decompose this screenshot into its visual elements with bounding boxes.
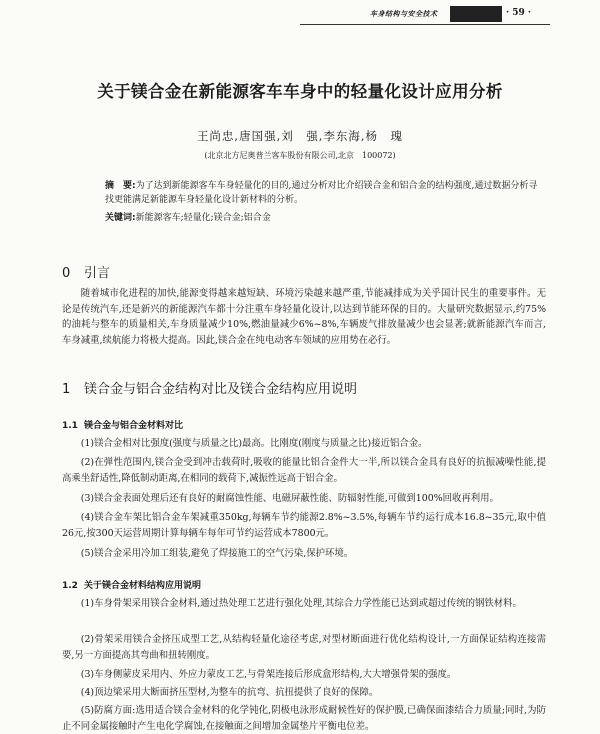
list-paragraph: (2)骨架采用镁合金挤压成型工艺,从结构轻量化途径考虑,对型材断面进行优化结构设计,一方面保证结构连接需要,另一方面提高其弯曲和扭转刚度。	[62, 634, 546, 661]
keywords	[105, 212, 545, 225]
list-paragraph: (2)在弹性范围内,镁合金受到冲击载荷时,吸收的能量比铝合金件大一半,所以镁合金具有良好的抗振减噪性能,提高乘坐舒适性,降低制动距离,在相同的载荷下,减振性远高于铝合金。	[62, 457, 546, 484]
subsection-title: 关于镁合金材料结构应用说明	[84, 581, 202, 591]
section-number: 1	[62, 382, 71, 397]
list-paragraph: (3)车身侧蒙皮采用内、外应力蒙皮工艺,与骨架连接后形成盒形结构,大大增强骨架的强度。	[80, 669, 457, 680]
journal-name: 车身结构与安全技术	[370, 10, 438, 18]
keywords-label: 关键词:	[105, 213, 136, 223]
journal-badge	[450, 6, 502, 22]
article-title: 关于镁合金在新能源客车车身中的轻量化设计应用分析	[97, 82, 503, 101]
list-paragraph: (1)车身骨架采用镁合金材料,通过热处理工艺进行强化处理,其综合力学性能已达到或超过传统的钢铁材料。	[80, 598, 522, 609]
section-heading-1	[62, 378, 357, 397]
running-header	[300, 6, 550, 25]
subsection-heading-1-1	[62, 418, 183, 431]
section-title: 镁合金与铝合金结构对比及镁合金结构应用说明	[84, 382, 358, 397]
subsection-title: 镁合金与铝合金材料对比	[84, 421, 184, 431]
section-number: 0	[62, 266, 71, 281]
list-paragraph: (4)镁合金车架比铝合金车架减重350kg,每辆车节约能源2.8%~3.5%,每辆车节约运行成本16.8~35元,取中值26元,按300天运营周期计算每辆车每年可节约运营成本7800元。	[62, 512, 546, 539]
keywords-text: 新能源客车;轻量化;镁合金;铝合金	[135, 213, 271, 223]
abstract-text: 为了达到新能源客车车身轻量化的目的,通过分析对比介绍镁合金和铝合金的结构强度,通过数据分析寻找更能满足新能源车身轻量化设计新材料的分析。	[105, 181, 538, 205]
subsection-heading-1-2	[62, 578, 201, 591]
section-heading-intro	[62, 262, 110, 281]
list-paragraph: (5)防腐方面:选用适合镁合金材料的化学钝化,阴极电泳形成耐候性好的保护膜,已确保面漆结合力质量;同时,为防止不同金属接触时产生电化学腐蚀,在接触面之间增加金属垫片平衡电位差。	[62, 705, 546, 732]
list-paragraph: (4)顶边梁采用大断面挤压型材,为整车的抗弯、抗扭提供了良好的保障。	[80, 687, 379, 698]
page-number: · 59 ·	[506, 8, 532, 18]
intro-paragraph: 随着城市化进程的加快,能源变得越来越短缺、环境污染越来越严重,节能减排成为关乎国计民生的重要事件。无论是传统汽车,还是新兴的新能源汽车都十分注重车身轻量化设计,以达到节能环保的目的。大量研究数据显示,约75%的油耗与整车的质量相关,车身质量减少10%,燃油量减少6%~8%,车辆废气排放量减少也会显著;就新能源汽车而言,车身减重,续航能力将极大提高。因此,镁合金在纯电动客车领域的应用势在必行。	[62, 288, 546, 346]
abstract	[105, 180, 545, 207]
subsection-number: 1.1	[62, 421, 78, 431]
list-paragraph: (5)镁合金采用冷加工组装,避免了焊接施工的空气污染,保护环境。	[80, 548, 354, 559]
subsection-number: 1.2	[62, 581, 78, 591]
article-authors: 王尚忠,唐国强,刘 强,李东海,杨 瑰	[196, 129, 404, 143]
section-title: 引言	[84, 266, 111, 281]
list-paragraph: (3)镁合金表面处理后还有良好的耐腐蚀性能、电磁屏蔽性能、防辐射性能,可做到100%回收再利用。	[80, 493, 499, 504]
list-paragraph: (1)镁合金相对比强度(强度与质量之比)最高。比刚度(刚度与质量之比)接近铝合金。	[80, 438, 428, 449]
abstract-label: 摘 要:	[105, 181, 136, 191]
article-affiliation: (北京北方尼奥普兰客车股份有限公司,北京 100072)	[204, 151, 396, 160]
